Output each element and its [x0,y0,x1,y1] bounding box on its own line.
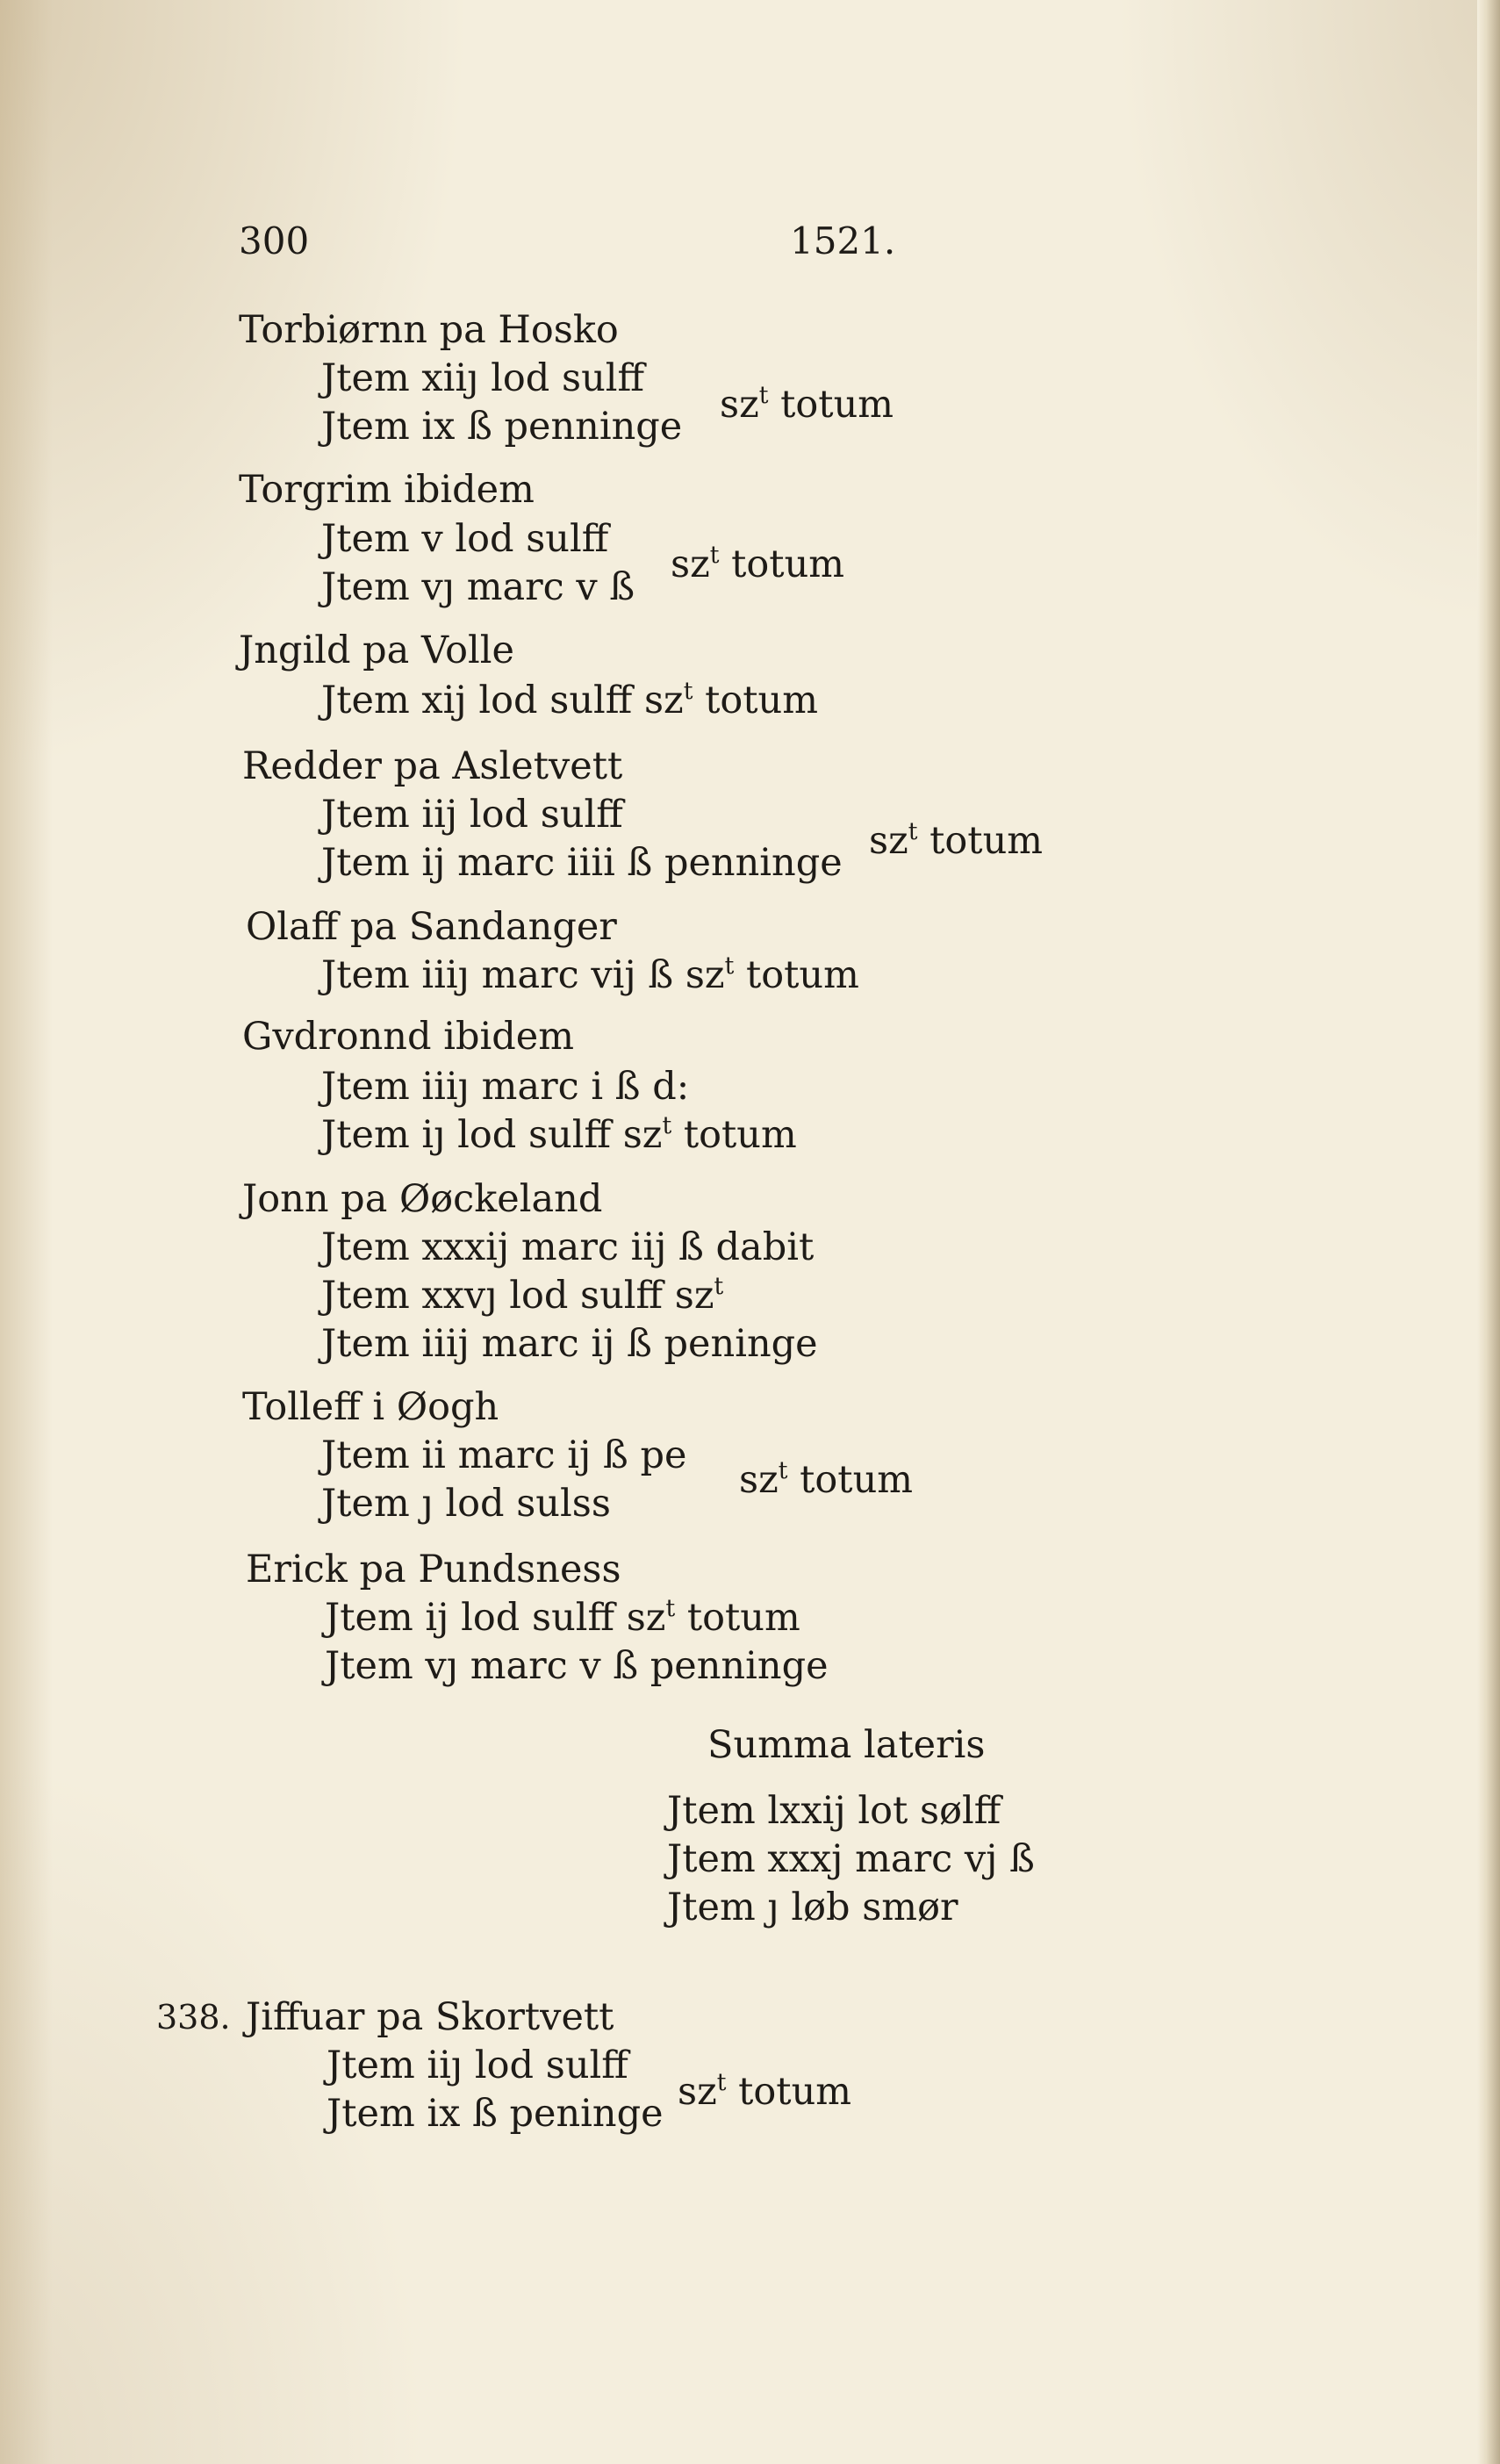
summa-title: Summa lateris [707,1723,986,1767]
entry-line: Jtem iiij marc ij ß peninge [321,1322,818,1366]
section-line: Jtem ix ß peninge [327,2092,664,2136]
entry-name: Torbiørnn pa Hosko [239,308,619,352]
entry-line: Jtem iij lod sulff [321,793,623,837]
entry-line: Jtem xiiȷ lod sulff [321,356,645,400]
entry-line: Jtem iiiȷ marc i ß d: [321,1065,690,1109]
entry-line: Jtem ij marc iiii ß penninge [321,841,843,885]
entry-line: Jtem vȷ marc v ß penninge [325,1644,829,1688]
entry-name: Redder pa Asletvett [242,744,623,788]
entry-name: Gvdronnd ibidem [242,1015,574,1059]
entry-line: Jtem xxvȷ lod sulff $sz^t$ [321,1273,724,1318]
entry-line: Jtem xxxij marc iij ß dabit [321,1225,815,1269]
entry-total: $sz^t$ totum [869,818,1044,863]
entry-name: Jonn pa Øøckeland [242,1177,603,1221]
entry-name: Tolleff i Øogh [242,1385,499,1429]
entry-line: Jtem ii marc ij ß pe [321,1433,687,1477]
entry-name: Erick pa Pundsness [246,1548,621,1591]
section-name: Jiffuar pa Skortvett [246,1995,614,2039]
summa-line: Jtem xxxj marc vj ß [667,1837,1035,1881]
entry-line: Jtem ix ß penninge [321,405,683,449]
entry-line: Jtem vȷ marc v ß [321,565,635,609]
entry-line: Jtem v lod sulff [321,517,609,561]
section-total: $sz^t$ totum [678,2069,852,2114]
summa-line: Jtem ȷ løb smør [667,1886,958,1929]
entry-line: Jtem iȷ lod sulff $sz^t$ totum [321,1112,797,1157]
entry-total: $sz^t$ totum [720,382,894,427]
entry-total: $sz^t$ totum [671,542,845,586]
section-line: Jtem iiȷ lod sulff [327,2044,628,2087]
entry-name: Torgrim ibidem [239,468,535,512]
entry-line: Jtem iiiȷ marc vij ß $sz^t$ totum [321,952,859,997]
entry-line: Jtem ȷ lod sulss [321,1482,611,1526]
section-number: 338. [156,1998,231,2037]
entry-line: Jtem ij lod sulff $sz^t$ totum [325,1595,800,1640]
summa-line: Jtem lxxij lot sølff [667,1789,1001,1833]
entry-line: Jtem xij lod sulff $sz^t$ totum [321,678,819,722]
entry-name: Jngild pa Volle [239,629,514,672]
page-number: 300 [239,219,310,262]
entry-name: Olaff pa Sandanger [246,905,617,949]
year-heading: 1521. [790,219,896,262]
entry-total: $sz^t$ totum [739,1457,914,1502]
